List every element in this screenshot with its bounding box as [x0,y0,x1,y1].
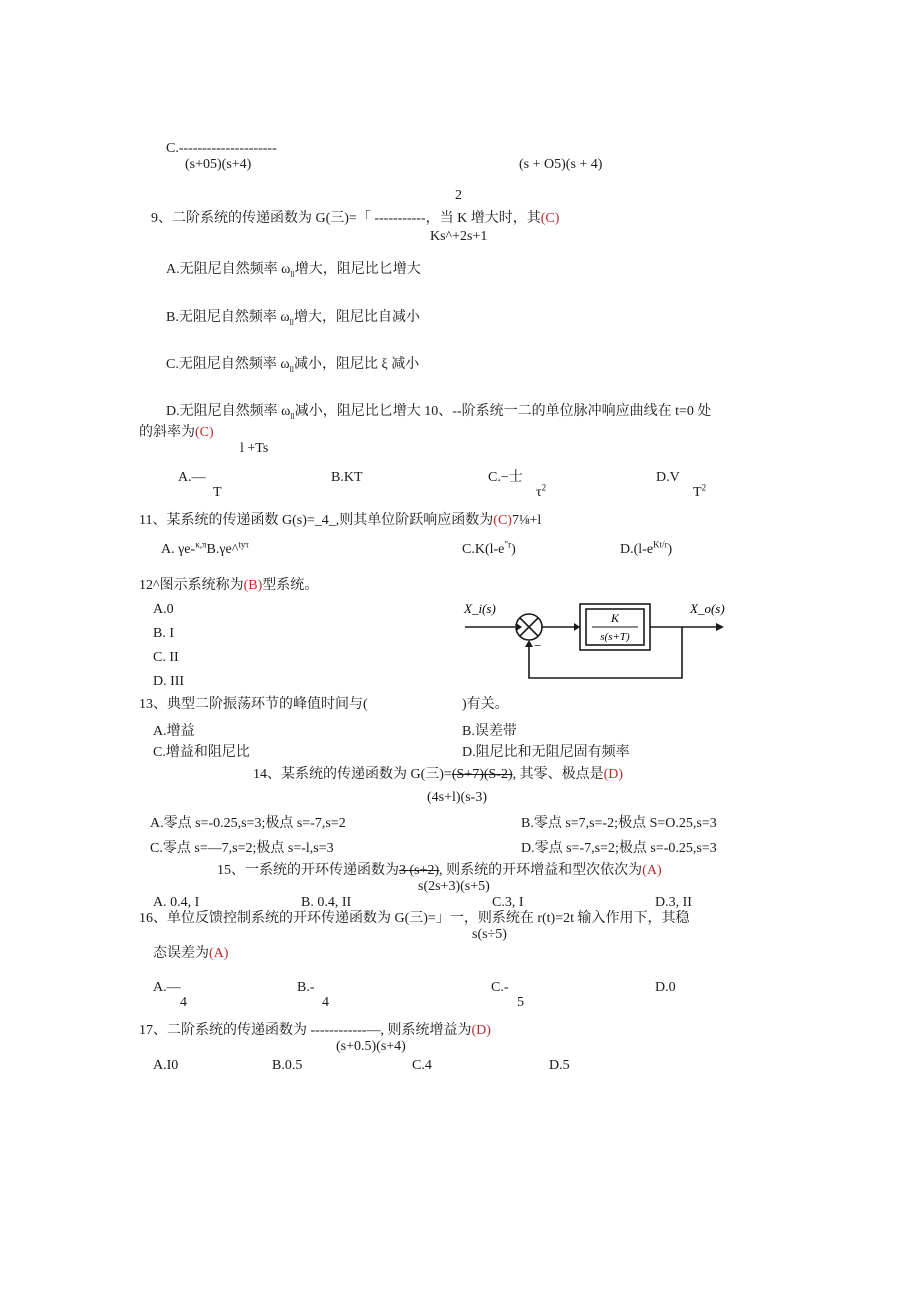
q11-question: 11、某系统的传递函数 G(s)=_4_,则其单位阶跃响应函数为(C)7⅛+l [139,513,542,528]
q10-answer: (C) [195,425,214,440]
q16-option-c-den: 5 [517,995,524,1010]
q16-answer: (A) [209,946,229,961]
q9-option-c: C.无阻尼自然频率 $\omega_{ll}$减小，阻尼比 ξ 减小 [166,357,420,374]
forward-arrow [574,623,580,631]
q12-option-c: C. II [153,650,179,665]
q15-option-d: D.3, II [655,895,692,910]
q13-question-tail: )有关。 [462,697,509,712]
q14-option-c: C.零点 s=—7,s=2;极点 s=-l,s=3 [150,841,334,856]
q17-answer: (D) [471,1023,491,1038]
q10-option-c: C.−士 [488,470,523,485]
q16-option-c: C.- [491,980,509,995]
q9-question-text: 9、二阶系统的传递函数为 G(三)=「 -----------，当 K 增大时，其 [151,211,541,226]
q17-option-b: B.0.5 [272,1058,303,1073]
q14-struck-numerator: (S+7)(S-2) [451,767,513,782]
q17-denominator: (s+0.5)(s+4) [336,1039,406,1054]
block-numerator: K [610,611,620,625]
q15-option-c: C.3, I [492,895,524,910]
q15-option-a: A. 0.4, I [153,895,200,910]
q8-option-d-denominator: (s + O5)(s + 4) [519,157,603,172]
q8-option-c-denominator: (s+05)(s+4) [185,157,252,172]
q9-denominator: Ks^+2s+1 [430,229,488,244]
q17-option-a: A.I0 [153,1058,179,1073]
q14-option-b: B.零点 s=7,s=-2;极点 S=O.25,s=3 [521,816,717,831]
q12-question: 12^图示系统称为(B)型系统。 [139,578,319,593]
q16-option-b-den: 4 [322,995,329,1010]
q14-option-a: A.零点 s=-0.25,s=3;极点 s=-7,s=2 [150,816,346,831]
q14-option-d: D.零点 s=-7,s=2;极点 s=-0.25,s=3 [521,841,717,856]
q12-option-a: A.0 [153,602,174,617]
q12-option-b: B. I [153,626,174,641]
feedback-arrow [525,640,533,647]
output-label: X_o(s) [690,601,725,616]
input-arrow [516,623,522,631]
q9-option-b: B.无阻尼自然频率 $\omega_{ll}$增大，阻尼比自减小 [166,310,421,327]
q13-option-a: A.增益 [153,724,195,739]
q14-question: 14、某系统的传递函数为 G(三)=(S+7)(S-2), 其零、极点是(D) [253,767,624,782]
q12-option-d: D. III [153,674,185,689]
q8-option-c: C.--------------------- [166,141,277,156]
q10-question-line2: 的斜率为(C) [139,425,214,440]
input-label: X_i(s) [464,601,496,616]
q10-option-b: B.KT [331,470,363,485]
q16-question: 16、单位反馈控制系统的开环传递函数为 G(三)=」一，则系统在 r(t)=2t 输入作用下，其稳 [139,911,690,926]
q10-option-a: A.— [178,470,206,485]
q15-option-b: B. 0.4, II [301,895,352,910]
q15-struck-numerator: 3 (s+2) [399,863,440,878]
block-diagram [460,598,735,686]
q15-answer: (A) [642,863,662,878]
q14-answer: (D) [603,767,624,782]
q17-question: 17、二阶系统的传递函数为 ------------—, 则系统增益为(D) [139,1023,491,1038]
minus-sign: − [534,638,542,653]
q9-option-d: D.无阻尼自然频率 $\omega_{ll}$减小，阻尼比匕增大 10、--阶系统一二的单位脉冲响应曲线在 t=0 处 [166,404,712,421]
q13-option-c: C.增益和阻尼比 [153,745,250,760]
q9-numerator: 2 [455,188,462,203]
q12-answer: (B) [243,578,263,593]
q17-option-c: C.4 [412,1058,432,1073]
q14-denominator: (4s+l)(s-3) [427,790,487,805]
q11-option-a: A. γe-$^{\kappa,\pi}$B.γe^$^{ty\tau}$ [161,539,249,557]
q17-option-d: D.5 [549,1058,570,1073]
q15-denominator: s(2s+3)(s+5) [418,879,490,894]
q13-option-b: B.误差带 [462,724,517,739]
q9-answer: (C) [540,211,560,226]
block-denominator: s(s+T) [600,631,630,643]
q16-option-d: D.0 [655,980,676,995]
q10-option-d: D.V [656,470,680,485]
q10-option-d-den: $T^2$ [693,482,707,500]
q9-option-a: A.无阻尼自然频率 $\omega_{ll}$增大，阻尼比匕增大 [166,262,421,279]
q10-tf-denominator: l +Ts [240,441,269,456]
output-arrow [716,623,724,631]
q16-denominator: s(s÷5) [472,927,507,942]
q16-question-line2: 态误差为(A) [153,946,229,961]
q11-answer: (C) [493,513,512,528]
q11-option-d: $D.(l-e^{Kt/r})$ [620,539,673,557]
q16-option-a: A.— [153,980,181,995]
q13-question: 13、典型二阶振荡环节的峰值时间与( [139,697,368,712]
q9-question [151,210,559,228]
q10-option-a-den: T [213,485,222,500]
q16-option-b: B.- [297,980,315,995]
q11-option-c: $C.K(l-e^{"r})$ [462,539,516,557]
q13-option-d: D.阻尼比和无阻尼固有频率 [462,745,630,760]
q15-question: 15、一系统的开环传递函数为3 (s+2), 则系统的开环增益和型次依次为(A) [217,863,662,878]
q16-option-a-den: 4 [180,995,187,1010]
q10-option-c-den: $\tau^2$ [536,482,547,500]
